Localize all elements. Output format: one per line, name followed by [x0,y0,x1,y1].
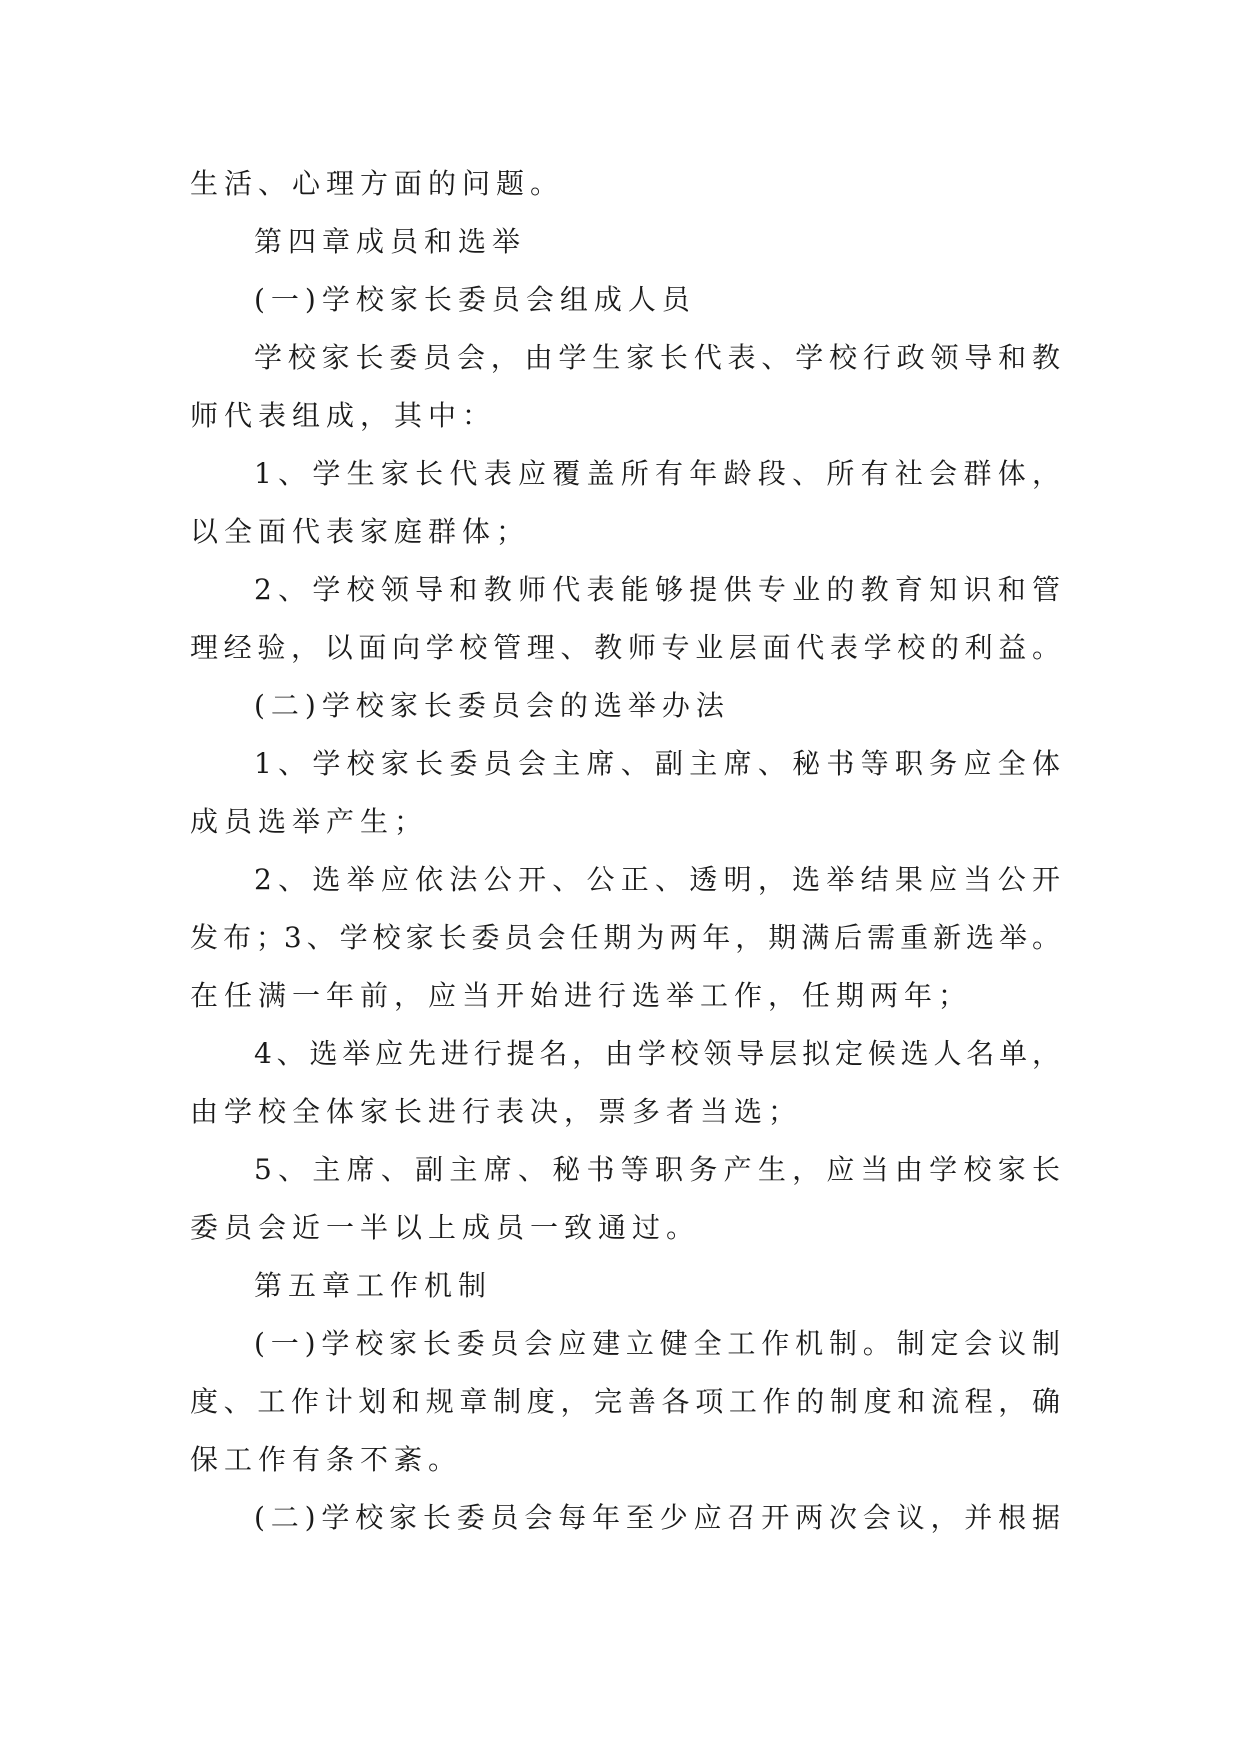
chapter-heading: 第四章成员和选举 [254,225,527,258]
paragraph-line: 由学校全体家长进行表决，票多者当选； [190,1095,803,1128]
paragraph-line: 成员选举产生； [190,805,429,838]
section-heading: (一)学校家长委员会应建立健全工作机制。制定会议制 [254,1327,1060,1360]
list-item: 4、选举应先进行提名，由学校领导层拟定候选人名单， [254,1037,1060,1070]
list-item: 2、选举应依法公开、公正、透明，选举结果应当公开 [254,863,1060,896]
paragraph-line: 以全面代表家庭群体； [190,515,531,548]
list-item: 1、学生家长代表应覆盖所有年龄段、所有社会群体， [254,457,1060,490]
list-item: 2、学校领导和教师代表能够提供专业的教育知识和管 [254,573,1060,606]
paragraph-line: 保工作有条不紊。 [190,1443,463,1476]
list-item: 1、学校家长委员会主席、副主席、秘书等职务应全体 [254,747,1060,780]
paragraph-line: 师代表组成，其中： [190,399,497,432]
paragraph-line: 度、工作计划和规章制度，完善各项工作的制度和流程，确 [190,1385,1060,1418]
section-heading: (二)学校家长委员会的选举办法 [254,689,730,722]
section-heading: (一)学校家长委员会组成人员 [254,283,696,316]
paragraph-line: 委员会近一半以上成员一致通过。 [190,1211,701,1244]
document-body [190,155,1060,1547]
paragraph-line: 发布；3、学校家长委员会任期为两年，期满后需重新选举。 [190,921,1060,954]
section-heading: (二)学校家长委员会每年至少应召开两次会议，并根据 [254,1501,1060,1534]
paragraph-line: 理经验，以面向学校管理、教师专业层面代表学校的利益。 [190,631,1060,664]
chapter-heading: 第五章工作机制 [254,1269,493,1302]
paragraph-line: 在任满一年前，应当开始进行选举工作，任期两年； [190,979,973,1012]
paragraph-line: 学校家长委员会，由学生家长代表、学校行政领导和教 [254,341,1060,374]
list-item: 5、主席、副主席、秘书等职务产生，应当由学校家长 [254,1153,1060,1186]
paragraph-line: 生活、心理方面的问题。 [190,167,565,200]
